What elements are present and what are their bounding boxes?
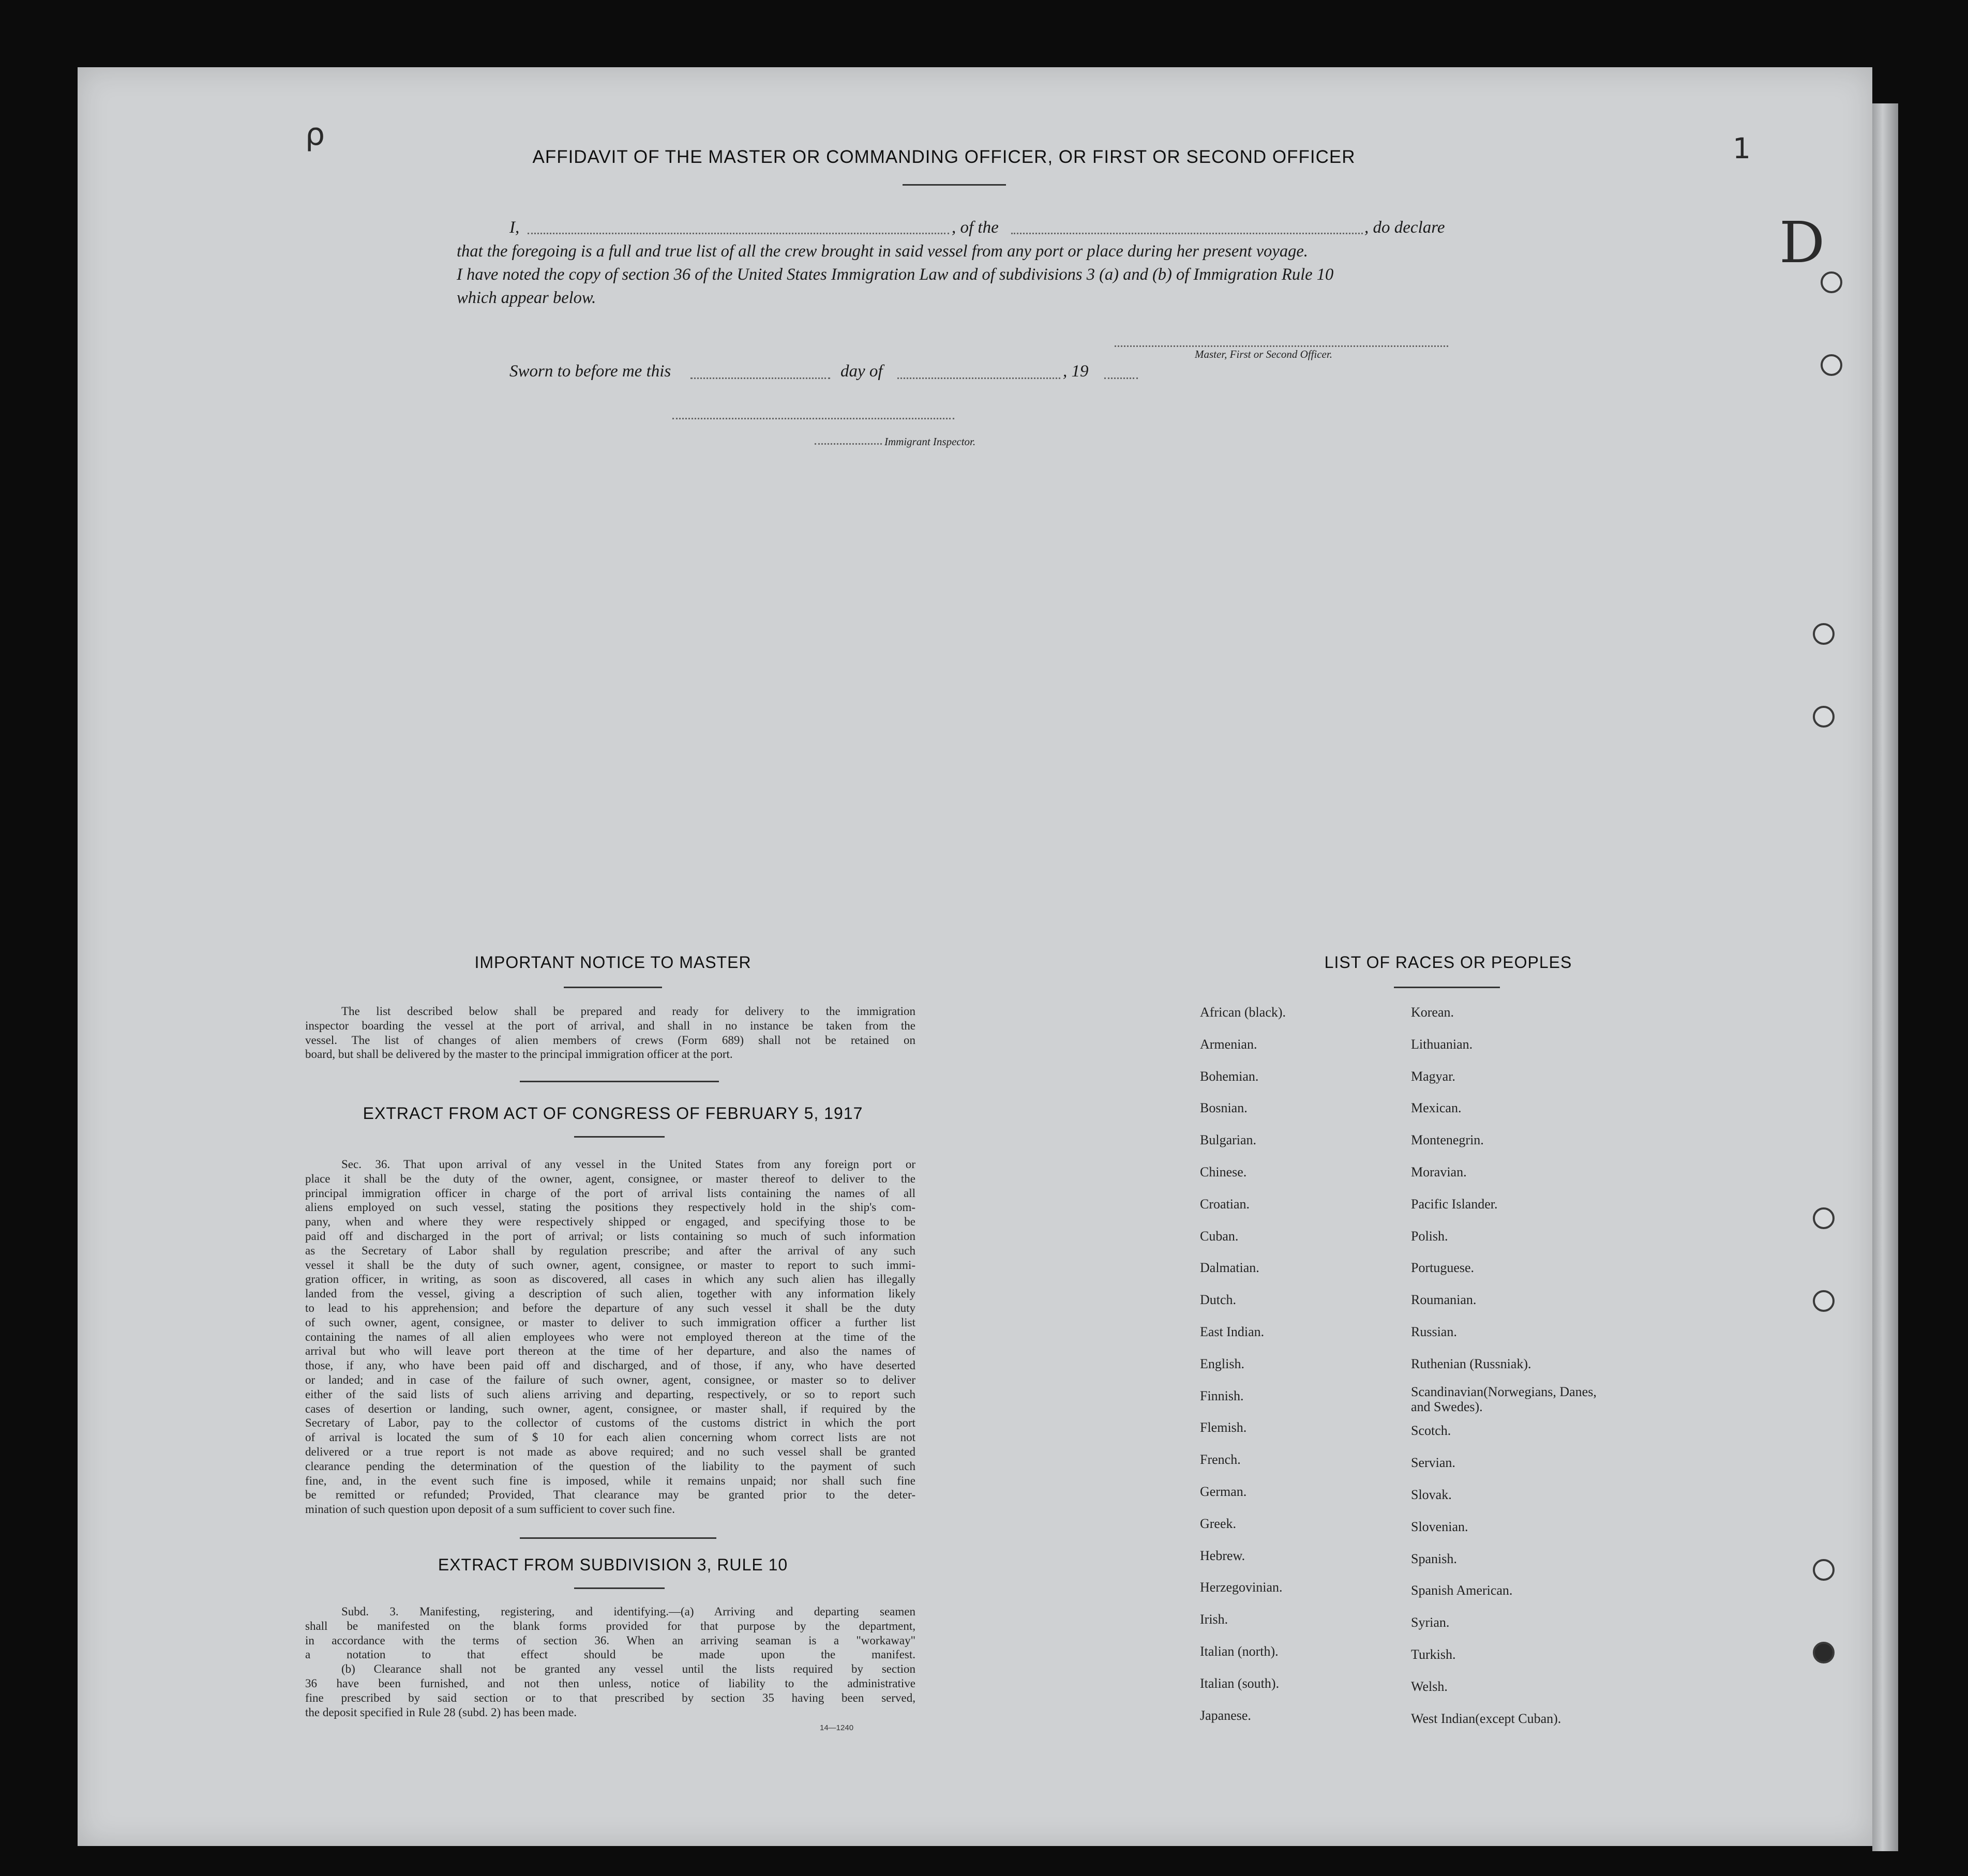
race-item: African (black). <box>1200 1005 1286 1020</box>
race-item: Montenegrin. <box>1411 1132 1484 1148</box>
text-line: of arrival is located the sum of $ 10 for each alien concerning whom correct lists are not <box>305 1431 915 1444</box>
text-line: to lead to his apprehension; and before the departure of any such vessel it shall be the duty <box>305 1301 915 1314</box>
race-item: Roumanian. <box>1411 1292 1477 1308</box>
rule-body <box>305 1605 915 1719</box>
race-item: German. <box>1200 1484 1247 1499</box>
race-item: Hebrew. <box>1200 1548 1245 1563</box>
text-line: gration officer, in writing, as soon as discovered, all cases in which any such alien has illegally <box>305 1273 915 1286</box>
text-line: board, but shall be delivered by the master to the principal immigration officer at the port. <box>305 1048 733 1061</box>
act-title: EXTRACT FROM ACT OF CONGRESS OF FEBRUARY 5, 1917 <box>363 1104 863 1123</box>
text-line: 36 have been furnished, and not then unless, notice of liability to the administrative <box>305 1676 915 1690</box>
text-line: inspector boarding the vessel at the port of arrival, and shall in no instance be taken from the <box>305 1019 915 1032</box>
sworn-month-blank <box>897 377 1060 379</box>
divider <box>520 1537 716 1539</box>
race-item: Cuban. <box>1200 1228 1239 1244</box>
day-of-label: day of <box>840 362 883 381</box>
divider <box>1394 987 1500 988</box>
race-item: English. <box>1200 1356 1244 1371</box>
affidavit-line3: I have noted the copy of section 36 of the United States Immigration Law and of subdivisions 3 (a) and (b) of Immigration Rule 10 <box>457 265 1334 284</box>
divider <box>564 987 662 988</box>
race-item: Herzegovinian. <box>1200 1580 1283 1595</box>
text-line: those, if any, who have been paid off and discharged, and of those, if any, who have deserted <box>305 1359 915 1372</box>
handwritten-mark: ρ <box>305 116 325 153</box>
race-item: Greek. <box>1200 1516 1237 1531</box>
text-line: or landed; and in case of the failure of such owner, agent, consignee, or master so to deliver <box>305 1373 915 1386</box>
race-item: Japanese. <box>1200 1707 1251 1723</box>
race-item: Bulgarian. <box>1200 1132 1257 1148</box>
page-edge <box>1872 103 1898 1851</box>
rule-title: EXTRACT FROM SUBDIVISION 3, RULE 10 <box>438 1555 788 1574</box>
text-line: of such owner, agent, consignee, or master to deliver to such immigration officer a further list <box>305 1315 915 1329</box>
race-item: Croatian. <box>1200 1196 1250 1212</box>
text-line: cases of desertion or landing, such owner, agent, consignee, or master shall, if required by the <box>305 1402 915 1415</box>
race-item: French. <box>1200 1452 1241 1467</box>
race-item: Bosnian. <box>1200 1100 1248 1116</box>
master-signature-label: Master, First or Second Officer. <box>1195 348 1332 360</box>
divider <box>574 1587 665 1589</box>
affidavit-line2: that the foregoing is a full and true list of all the crew brought in said vessel from any port or place during her present voyage. <box>457 242 1308 261</box>
race-item: Moravian. <box>1411 1164 1467 1179</box>
binder-hole <box>1813 1642 1835 1663</box>
affidavit-line4: which appear below. <box>457 289 596 307</box>
race-item: Korean. <box>1411 1005 1454 1020</box>
text-line: pany, when and where they were respectively shipped or engaged, and specifying those to be <box>305 1215 915 1229</box>
inspector-label: Immigrant Inspector. <box>884 435 976 448</box>
text-line: mination of such question upon deposit of a sum sufficient to cover such fine. <box>305 1503 675 1516</box>
race-item: Mexican. <box>1411 1100 1462 1116</box>
text-line: as the Secretary of Labor shall by regulation prescribe; and after the arrival of any such <box>305 1244 915 1257</box>
text-line: (b) Clearance shall not be granted any vessel until the lists required by section <box>341 1662 915 1676</box>
race-item: Spanish. <box>1411 1551 1457 1566</box>
i-label: I, <box>509 218 520 237</box>
race-item: West Indian(except Cuban). <box>1411 1711 1561 1726</box>
race-item: Dalmatian. <box>1200 1260 1259 1276</box>
race-item: Polish. <box>1411 1228 1448 1244</box>
text-line: vessel. The list of changes of alien members of crews (Form 689) shall not be retained on <box>305 1033 915 1047</box>
text-line: shall be manifested on the blank forms provided for that purpose by the department, <box>305 1619 915 1632</box>
race-item: Chinese. <box>1200 1164 1247 1179</box>
master-signature-line <box>1115 345 1448 347</box>
text-line: landed from the vessel, giving a description of such alien, together with any information likely <box>305 1287 915 1300</box>
handwritten-mark: 1 <box>1733 132 1751 165</box>
divider <box>903 184 1006 186</box>
text-line: clearance pending the determination of the question of the liability to the payment of such <box>305 1459 915 1473</box>
binder-hole <box>1813 1207 1835 1229</box>
binder-hole <box>1813 1559 1835 1581</box>
text-line: containing the names of all alien employees who were not employed thereon at the time of the <box>305 1330 915 1343</box>
race-item: Irish. <box>1200 1612 1228 1627</box>
text-line: arrival but who will leave port thereon at the time of her departure, and also the names of <box>305 1344 915 1358</box>
text-line: the deposit specified in Rule 28 (subd. 2) has been made. <box>305 1705 577 1719</box>
year-blank <box>1104 377 1138 379</box>
text-line: a notation to that effect should be made upon the manifest. <box>305 1648 915 1661</box>
race-item: Pacific Islander. <box>1411 1196 1498 1212</box>
vessel-blank <box>1011 233 1363 234</box>
text-line: Secretary of Labor, pay to the collector of customs of the customs district in which the port <box>305 1416 915 1430</box>
divider <box>574 1136 665 1138</box>
text-line: Subd. 3. Manifesting, registering, and identifying.—(a) Arriving and departing seamen <box>341 1605 915 1618</box>
sworn-label: Sworn to before me this <box>509 362 671 381</box>
text-line: vessel it shall be the duty of such owner, agent, consignee, or master to report to such immi- <box>305 1258 915 1272</box>
binder-hole <box>1813 706 1835 728</box>
race-item: Lithuanian. <box>1411 1036 1473 1052</box>
inspector-lead-line <box>815 443 882 445</box>
race-item: Dutch. <box>1200 1292 1237 1308</box>
text-line: fine, and, in the event such fine is imposed, while it remains unpaid; nor shall such fine <box>305 1474 915 1487</box>
race-item: Scotch. <box>1411 1423 1451 1439</box>
race-item: East Indian. <box>1200 1324 1265 1339</box>
race-item: Flemish. <box>1200 1420 1247 1435</box>
race-item: Italian (north). <box>1200 1644 1279 1659</box>
race-item: Servian. <box>1411 1455 1455 1471</box>
text-line: either of the said lists of such aliens arriving and departing, respectively, or so to report such <box>305 1387 915 1401</box>
text-line: delivered or a true report is not made as above required; and no such vessel shall be granted <box>305 1445 915 1458</box>
race-item: Syrian. <box>1411 1615 1450 1630</box>
sworn-day-blank <box>690 377 830 379</box>
name-blank <box>528 233 949 234</box>
race-item: Ruthenian (Russniak). <box>1411 1356 1531 1371</box>
text-line: in accordance with the terms of section 36. When an arriving seaman is a "workaway" <box>305 1633 915 1647</box>
race-item: Scandinavian(Norwegians, Danes, and Swedes). <box>1411 1384 1597 1414</box>
race-item: Slovenian. <box>1411 1519 1468 1534</box>
text-line: place it shall be the duty of the owner, agent, consignee, or master thereof to deliver to the <box>305 1172 915 1185</box>
race-item: Turkish. <box>1411 1647 1456 1662</box>
text-line: Sec. 36. That upon arrival of any vessel in the United States from any foreign port or <box>341 1158 915 1171</box>
affidavit-line1 <box>509 218 519 237</box>
binder-hole <box>1813 623 1835 645</box>
race-item: Welsh. <box>1411 1678 1448 1694</box>
text-line: paid off and discharged in the port of arrival; or lists containing so much of such information <box>305 1229 915 1243</box>
notice-title: IMPORTANT NOTICE TO MASTER <box>474 953 752 972</box>
divider <box>520 1081 719 1082</box>
binder-hole <box>1813 1290 1835 1312</box>
race-item: Portuguese. <box>1411 1260 1475 1276</box>
race-item: Spanish American. <box>1411 1583 1513 1598</box>
text-line: fine prescribed by said section or to that prescribed by section 35 having been served, <box>305 1691 915 1704</box>
binder-hole <box>1821 354 1842 376</box>
year-label: , 19 <box>1063 362 1089 381</box>
race-item: Armenian. <box>1200 1036 1257 1052</box>
inspector-signature-line <box>672 418 954 419</box>
notice-body <box>305 1004 915 1062</box>
races-title: LIST OF RACES OR PEOPLES <box>1324 953 1572 972</box>
do-declare-label: , do declare <box>1364 218 1445 237</box>
text-line: The list described below shall be prepared and ready for delivery to the immigration <box>341 1005 915 1018</box>
race-item: Russian. <box>1411 1324 1457 1339</box>
act-body <box>305 1157 915 1517</box>
text-line: aliens employed on such vessel, stating the positions they respectively hold in the ship's com- <box>305 1201 915 1214</box>
race-item: Slovak. <box>1411 1487 1452 1502</box>
of-the-label: , of the <box>952 218 999 237</box>
race-item: Finnish. <box>1200 1388 1244 1403</box>
affidavit-title: AFFIDAVIT OF THE MASTER OR COMMANDING OFFICER, OR FIRST OR SECOND OFFICER <box>532 147 1356 167</box>
race-item: Bohemian. <box>1200 1068 1259 1084</box>
text-line: principal immigration officer in charge of the port of arrival lists containing the names of all <box>305 1186 915 1200</box>
race-item: Italian (south). <box>1200 1675 1280 1691</box>
text-line: be remitted or refunded; Provided, That clearance may be granted prior to the deter- <box>305 1488 915 1502</box>
form-number: 14—1240 <box>820 1723 854 1732</box>
race-item: Magyar. <box>1411 1068 1455 1084</box>
handwritten-mark: D <box>1779 209 1825 276</box>
